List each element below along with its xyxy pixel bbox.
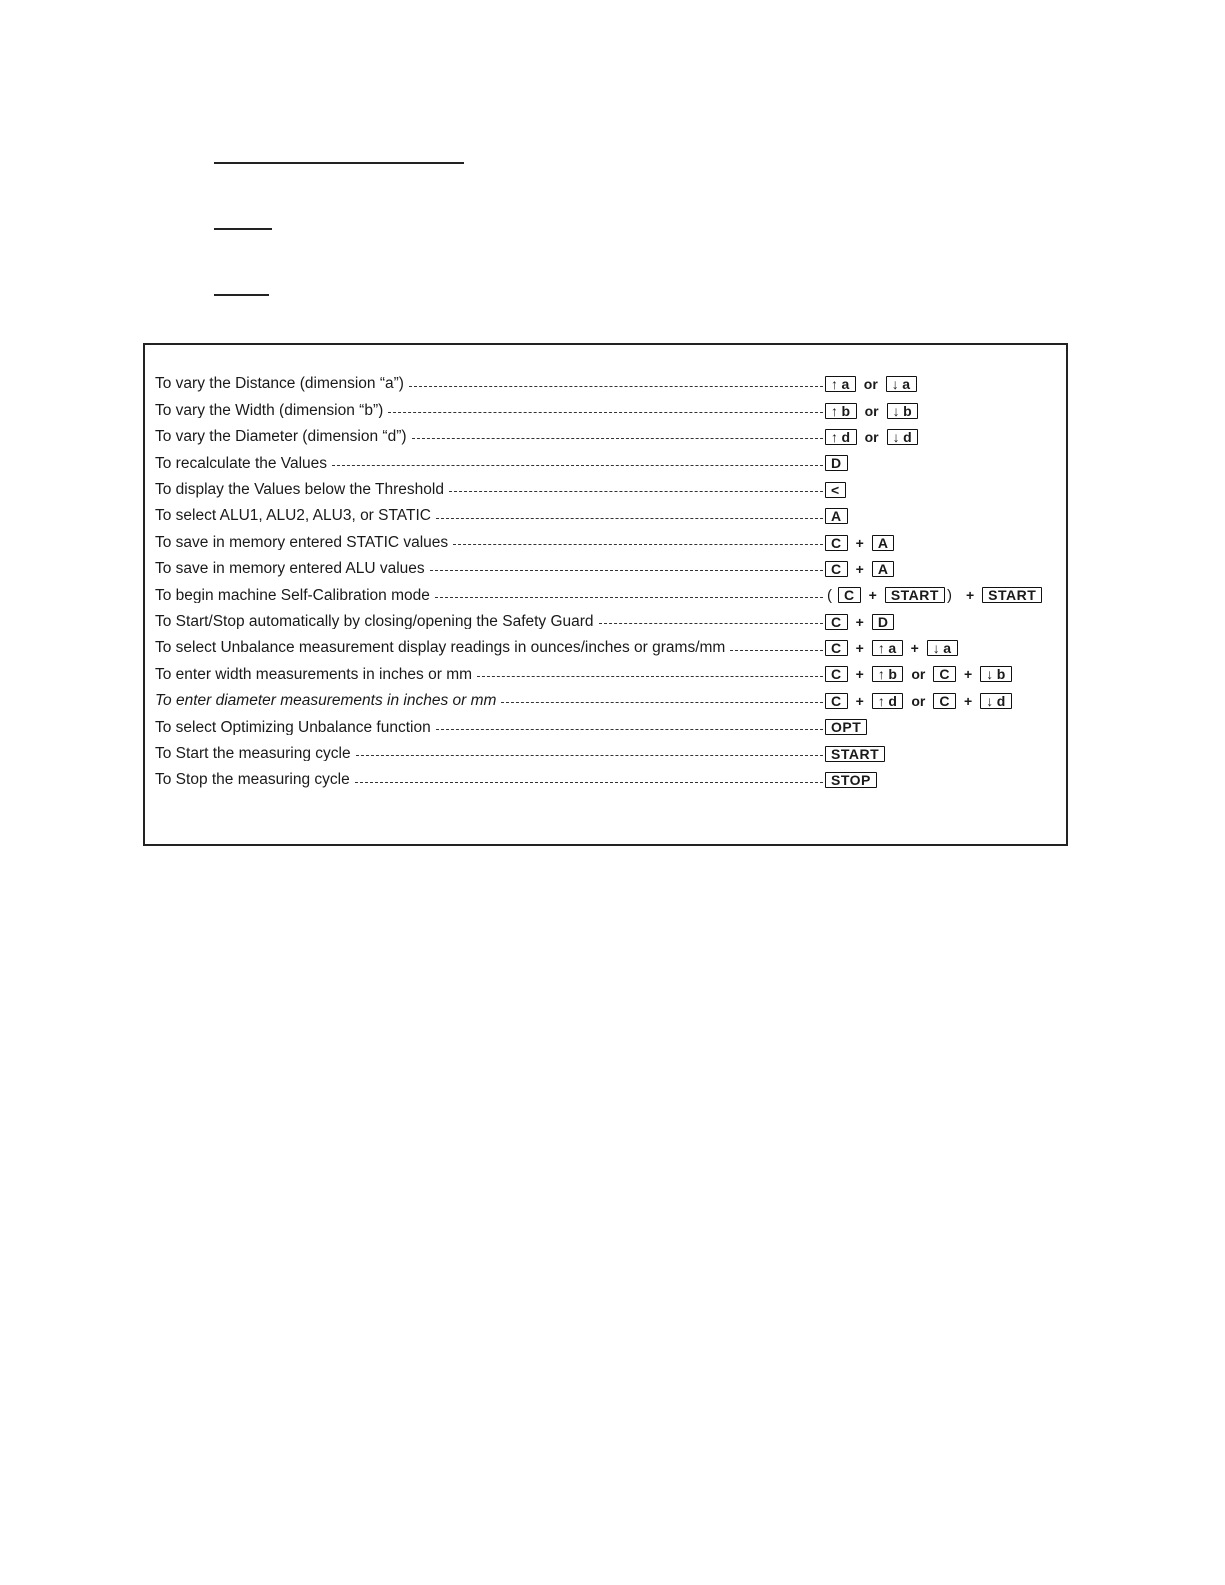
key-combination bbox=[825, 561, 894, 577]
key-combination bbox=[825, 403, 918, 419]
key-combination bbox=[825, 746, 885, 762]
keycap-label: a bbox=[902, 376, 911, 393]
keycap-label: START bbox=[988, 587, 1037, 604]
command-description: To select Optimizing Unbalance function bbox=[155, 719, 431, 736]
keycap bbox=[838, 587, 861, 603]
command-description: To vary the Width (dimension “b”) bbox=[155, 402, 384, 419]
key-separator: + bbox=[855, 692, 864, 709]
keycap bbox=[825, 693, 848, 709]
key-combination bbox=[825, 614, 894, 630]
dotted-leader bbox=[436, 518, 823, 519]
command-row bbox=[155, 582, 1060, 608]
keycap bbox=[825, 719, 867, 735]
command-row bbox=[155, 556, 1060, 582]
arrow-up-icon: ↑ bbox=[831, 376, 839, 393]
heading-underline-2 bbox=[214, 228, 272, 230]
keycap-label: d bbox=[903, 428, 913, 445]
dotted-leader bbox=[730, 650, 823, 651]
keycap bbox=[825, 482, 846, 498]
keycap bbox=[825, 403, 857, 419]
dotted-leader bbox=[332, 465, 823, 466]
keycap bbox=[872, 535, 895, 551]
command-description: To save in memory entered ALU values bbox=[155, 561, 425, 577]
command-row bbox=[155, 740, 1060, 766]
keycap bbox=[825, 561, 848, 577]
command-description: To enter width measurements in inches or mm bbox=[155, 666, 473, 683]
command-description: To select Unbalance measurement display readings in ounces/inches or grams/mm bbox=[155, 640, 726, 656]
keycap-label: C bbox=[831, 666, 842, 683]
arrow-down-icon: ↓ bbox=[986, 666, 994, 683]
command-list bbox=[155, 371, 1060, 793]
dotted-leader bbox=[430, 570, 823, 571]
arrow-down-icon: ↓ bbox=[892, 402, 901, 419]
command-row bbox=[155, 503, 1060, 529]
keycap bbox=[887, 429, 919, 445]
keycap-label: d bbox=[888, 692, 898, 709]
command-description-wrap bbox=[155, 693, 823, 709]
key-separator: + bbox=[910, 640, 919, 657]
key-combination bbox=[825, 482, 846, 498]
dotted-leader bbox=[449, 491, 823, 492]
dotted-leader bbox=[477, 676, 823, 677]
keycap bbox=[825, 772, 877, 788]
keycap-label: C bbox=[831, 534, 842, 551]
key-command-reference-box bbox=[143, 343, 1068, 846]
arrow-up-icon: ↑ bbox=[877, 666, 886, 683]
command-description: To Stop the measuring cycle bbox=[155, 772, 350, 788]
keycap bbox=[825, 666, 848, 682]
command-description-wrap bbox=[155, 561, 823, 577]
command-description-wrap bbox=[155, 640, 823, 656]
key-combination bbox=[825, 693, 1012, 709]
keycap-label: STOP bbox=[831, 772, 871, 789]
key-combination bbox=[825, 772, 877, 788]
keycap bbox=[933, 666, 956, 682]
command-row bbox=[155, 609, 1060, 635]
keycap-label: a bbox=[888, 640, 897, 657]
command-description: To display the Values below the Threshold bbox=[155, 482, 444, 498]
arrow-down-icon: ↓ bbox=[932, 640, 941, 657]
command-description: To select ALU1, ALU2, ALU3, or STATIC bbox=[155, 508, 431, 524]
command-description: To vary the Diameter (dimension “d”) bbox=[155, 429, 407, 445]
key-separator: + bbox=[855, 534, 864, 551]
keycap-label: A bbox=[831, 508, 842, 525]
keycap-label: START bbox=[890, 587, 939, 604]
keycap-label: C bbox=[831, 692, 842, 709]
key-combination bbox=[825, 376, 917, 392]
key-separator: + bbox=[855, 560, 864, 577]
dotted-leader bbox=[435, 597, 823, 598]
key-separator: or bbox=[911, 692, 926, 709]
command-row bbox=[155, 424, 1060, 450]
keycap-label: b bbox=[996, 666, 1006, 683]
parenthesis: ) bbox=[946, 586, 952, 604]
key-combination bbox=[825, 508, 848, 524]
command-description-wrap bbox=[155, 376, 823, 392]
command-description: To Start the measuring cycle bbox=[155, 745, 351, 762]
command-description-wrap bbox=[155, 482, 823, 498]
key-separator: + bbox=[855, 613, 864, 630]
keycap bbox=[982, 587, 1042, 603]
key-separator: + bbox=[855, 640, 864, 657]
command-row bbox=[155, 635, 1060, 661]
keycap bbox=[885, 587, 945, 603]
keycap-label: d bbox=[841, 428, 851, 445]
keycap-label: C bbox=[831, 613, 842, 630]
keycap-label: D bbox=[831, 455, 842, 472]
keycap bbox=[825, 429, 857, 445]
command-row bbox=[155, 529, 1060, 555]
keycap bbox=[872, 666, 904, 682]
keycap-label: C bbox=[844, 587, 855, 604]
dotted-leader bbox=[453, 544, 823, 545]
arrow-up-icon: ↑ bbox=[831, 428, 839, 445]
keycap-label: C bbox=[831, 640, 842, 657]
key-combination bbox=[825, 455, 848, 471]
key-separator: + bbox=[965, 587, 975, 604]
keycap bbox=[825, 614, 848, 630]
dotted-leader bbox=[356, 755, 823, 756]
key-separator: or bbox=[864, 402, 879, 419]
command-description-wrap bbox=[155, 772, 823, 788]
command-description-wrap bbox=[155, 588, 823, 604]
command-description-wrap bbox=[155, 667, 823, 683]
command-description: To begin machine Self-Calibration mode bbox=[155, 587, 430, 604]
keycap-label: C bbox=[831, 560, 842, 577]
command-row bbox=[155, 714, 1060, 740]
command-description-wrap bbox=[155, 508, 823, 524]
dotted-leader bbox=[436, 729, 823, 730]
key-combination bbox=[825, 429, 918, 445]
keycap-label: START bbox=[831, 745, 880, 762]
command-description-wrap bbox=[155, 535, 823, 551]
command-description: To recalculate the Values bbox=[155, 455, 328, 472]
command-description: To Start/Stop automatically by closing/opening the Safety Guard bbox=[155, 613, 594, 630]
keycap bbox=[825, 535, 848, 551]
keycap-label: C bbox=[939, 666, 950, 683]
keycap-label: < bbox=[831, 481, 840, 498]
key-combination bbox=[825, 535, 894, 551]
keycap bbox=[825, 640, 848, 656]
dotted-leader bbox=[409, 386, 823, 387]
command-row bbox=[155, 397, 1060, 423]
arrow-up-icon: ↑ bbox=[877, 640, 886, 657]
keycap-label: C bbox=[939, 692, 950, 709]
keycap bbox=[887, 403, 919, 419]
key-combination bbox=[825, 719, 867, 735]
command-description-wrap bbox=[155, 614, 823, 630]
command-row bbox=[155, 477, 1060, 503]
keycap-label: b bbox=[888, 666, 898, 683]
arrow-down-icon: ↓ bbox=[986, 692, 994, 709]
keycap-label: a bbox=[841, 376, 850, 393]
command-description-wrap bbox=[155, 746, 823, 762]
command-row bbox=[155, 450, 1060, 476]
keycap bbox=[980, 693, 1012, 709]
keycap bbox=[872, 693, 904, 709]
keycap-label: b bbox=[841, 402, 851, 419]
keycap bbox=[980, 666, 1012, 682]
command-row bbox=[155, 767, 1060, 793]
command-description-wrap bbox=[155, 720, 823, 736]
command-description: To save in memory entered STATIC values bbox=[155, 534, 449, 551]
keycap-label: A bbox=[877, 560, 889, 577]
keycap-label: a bbox=[943, 640, 952, 657]
keycap-label: D bbox=[877, 613, 889, 630]
key-combination bbox=[825, 666, 1012, 682]
key-combination bbox=[825, 587, 1042, 603]
keycap bbox=[825, 376, 856, 392]
key-separator: + bbox=[868, 587, 877, 604]
keycap bbox=[825, 746, 885, 762]
keycap bbox=[872, 561, 895, 577]
command-description: To enter diameter measurements in inches or mm bbox=[155, 693, 497, 709]
keycap-label: d bbox=[996, 692, 1006, 709]
command-row bbox=[155, 661, 1060, 687]
arrow-up-icon: ↑ bbox=[877, 692, 886, 709]
command-description-wrap bbox=[155, 456, 823, 472]
key-separator: or bbox=[863, 376, 878, 393]
keycap bbox=[927, 640, 958, 656]
keycap bbox=[825, 508, 848, 524]
arrow-down-icon: ↓ bbox=[891, 376, 900, 393]
keycap bbox=[933, 693, 956, 709]
arrow-down-icon: ↓ bbox=[892, 428, 901, 445]
dotted-leader bbox=[599, 623, 823, 624]
keycap-label: b bbox=[903, 402, 913, 419]
heading-underline-3 bbox=[214, 294, 269, 296]
keycap bbox=[825, 455, 848, 471]
key-separator: + bbox=[964, 692, 973, 709]
dotted-leader bbox=[388, 412, 823, 413]
keycap bbox=[872, 640, 903, 656]
command-row bbox=[155, 688, 1060, 714]
key-combination bbox=[825, 640, 958, 656]
keycap bbox=[886, 376, 917, 392]
key-separator: or bbox=[911, 666, 926, 683]
keycap bbox=[872, 614, 895, 630]
key-separator: + bbox=[964, 666, 973, 683]
arrow-up-icon: ↑ bbox=[831, 402, 839, 419]
dotted-leader bbox=[355, 782, 823, 783]
command-description-wrap bbox=[155, 429, 823, 445]
parenthesis: ( bbox=[827, 586, 832, 604]
key-separator: + bbox=[855, 666, 864, 683]
command-description: To vary the Distance (dimension “a”) bbox=[155, 376, 404, 392]
dotted-leader bbox=[501, 702, 823, 703]
keycap-label: A bbox=[877, 534, 889, 551]
dotted-leader bbox=[412, 438, 823, 439]
keycap-label: OPT bbox=[831, 719, 862, 736]
heading-underline-1 bbox=[214, 162, 464, 164]
key-separator: or bbox=[864, 428, 879, 445]
command-description-wrap bbox=[155, 403, 823, 419]
command-row bbox=[155, 371, 1060, 397]
